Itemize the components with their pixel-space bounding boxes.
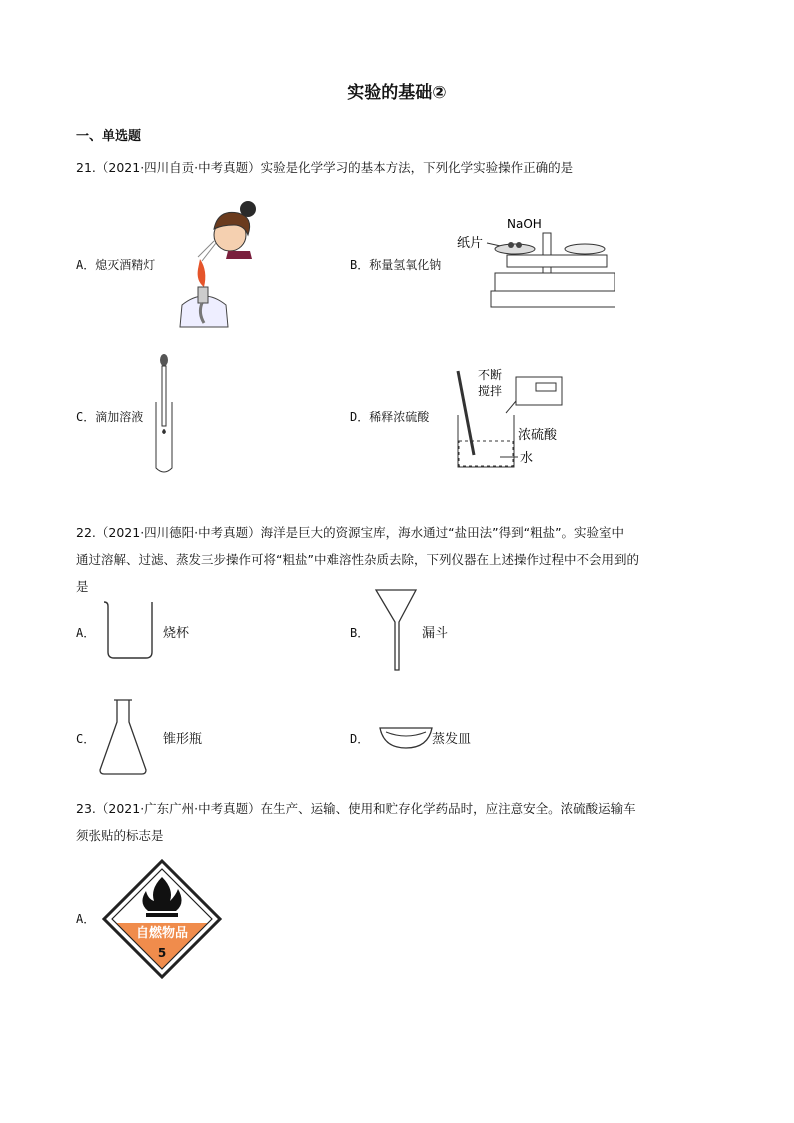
conical-flask-label: 锥形瓶 xyxy=(163,732,203,747)
q23-option-a: A． xyxy=(76,912,96,926)
conical-flask-icon xyxy=(96,696,152,778)
evaporating-dish-icon xyxy=(376,722,436,752)
funnel-label: 漏斗 xyxy=(422,626,449,641)
q22-option-a: A． xyxy=(76,626,96,640)
paper-label: 纸片 xyxy=(457,236,484,251)
question-21-stem: 21.（2021·四川自贡·中考真题）实验是化学学习的基本方法，下列化学实验操作正确的是 xyxy=(76,160,574,175)
balance-figure xyxy=(455,215,615,315)
q22-option-d: D． xyxy=(350,732,370,746)
page-title: 实验的基础② xyxy=(347,83,447,103)
water-label: 水 xyxy=(520,451,534,466)
q21-option-c: C．滴加溶液 xyxy=(76,410,144,424)
question-22-line-1: 22.（2021·四川德阳·中考真题）海洋是巨大的资源宝库，海水通过“盐田法”得到“粗盐”。实验室中 xyxy=(76,525,625,540)
question-22-line-3: 是 xyxy=(76,579,89,594)
question-22-line-2: 通过溶解、过滤、蒸发三步操作可将“粗盐”中难溶性杂质去除，下列仪器在上述操作过程中不会用到的 xyxy=(76,552,639,567)
dropper-figure xyxy=(150,352,180,476)
q21-option-b: B．称量氢氧化钠 xyxy=(350,258,442,272)
q22-option-b: B． xyxy=(350,626,370,640)
spontaneous-combustion-sign xyxy=(102,859,222,979)
evaporating-dish-label: 蒸发皿 xyxy=(432,732,472,747)
acid-label: 浓硫酸 xyxy=(518,428,558,443)
section-heading: 一、单选题 xyxy=(76,129,142,144)
stir-label-1: 不断 xyxy=(478,368,503,382)
funnel-icon xyxy=(372,586,422,672)
q21-option-d: D．稀释浓硫酸 xyxy=(350,410,430,424)
q22-option-c: C． xyxy=(76,732,96,746)
sign-text: 自燃物品 xyxy=(135,926,189,941)
naoh-label: NaOH xyxy=(507,217,542,231)
dilute-acid-figure xyxy=(450,365,600,475)
extinguish-lamp-figure xyxy=(168,195,268,335)
q21-option-a: A．熄灭酒精灯 xyxy=(76,258,156,272)
beaker-icon xyxy=(100,598,160,662)
question-23-line-1: 23.（2021·广东广州·中考真题）在生产、运输、使用和贮存化学药品时，应注意安全。浓硫酸运输车 xyxy=(76,801,636,816)
beaker-label: 烧杯 xyxy=(163,626,190,641)
question-23-line-2: 须张贴的标志是 xyxy=(76,828,164,843)
stir-label-2: 搅拌 xyxy=(478,384,503,398)
sign-number: 5 xyxy=(157,946,167,960)
